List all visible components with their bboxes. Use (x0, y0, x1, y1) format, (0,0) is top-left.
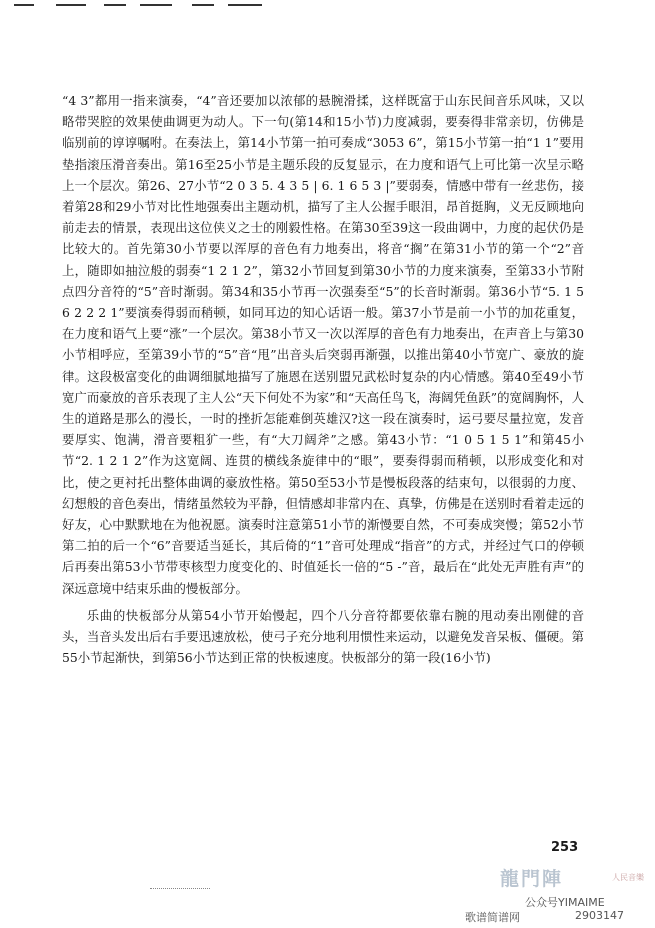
watermark-line-2: 2903147 (575, 909, 624, 922)
body-paragraph-2: 乐曲的快板部分从第54小节开始慢起，四个八分音符都要依靠右腕的甩动奏出刚健的音头，当音头发出后右手要迅速放松，使弓子充分地利用惯性来运动，以避免发音呆板、僵硬。第55小节起渐快，到第56小节达到正常的快板速度。快板部分的第一段(16小节) (62, 607, 584, 666)
page-number: 253 (551, 840, 579, 855)
footer-rule (150, 888, 210, 889)
watermark-line-1: 公众号YIMAIME (525, 896, 605, 909)
watermark-logo: 龍門陣 (500, 868, 564, 890)
watermark-partial-text: 歌谱简谱网 (465, 911, 520, 924)
watermark (465, 862, 655, 928)
page-body (62, 90, 584, 668)
body-paragraph-1: “4 3”都用一指来演奏，“4”音还要加以浓郁的悬腕滑揉，这样既富于山东民间音乐风味，又以略带哭腔的效果使曲调更为动人。下一句(第14和15小节)力度减弱，要奏得非常亲切，仿佛是临别前的谆谆嘱咐。在奏法上，第14小节第一拍可奏成“3053 6”，第15小节第一拍“1 1”要用垫指滚压滑音奏出。第16至25小节是主题乐段的反复显示，在力度和语气上可比第一次呈示略上一个层次。第26、27小节“2 0 3 5. 4 3 5 | 6. 1 6 5 3 |”要弱奏，情感中带有一丝悲伤，接着第28和29小节对比性地强奏出主题动机，描写了主人公握手眼泪，昂首挺胸，义无反顾地向前走去的情景，表现出这位侠义之士的刚毅性格。在第30至39这一段曲调中，力度的起伏仍是比较大的。首先第30小节要以浑厚的音色有力地奏出，将音“搁”在第31小节的第一个“2”音上，随即如抽泣般的弱奏“1 2 1 2”，第32小节回复到第30小节的力度来演奏，至第33小节附点四分音符的“5”音时渐弱。第34和35小节再一次强奏至“5”的长音时渐弱。第36小节“5. 1 5 6 2 2 2 1”要演奏得弱而稍顿，如同耳边的知心话语一般。第37小节是前一小节的加花重复，在力度和语气上要“涨”一个层次。第38小节又一次以浑厚的音色有力地奏出，在声音上与第30小节相呼应，至第39小节的“5”音“甩”出音头后突弱再渐强，以推出第40小节宽广、豪放的旋律。这段极富变化的曲调细腻地描写了施恩在送别盟兄武松时复杂的内心情感。第40至49小节宽广而豪放的音乐表现了主人公“天下何处不为家”和“天高任鸟飞，海阔凭鱼跃”的宽阔胸怀，人生的道路是那么的漫长，一时的挫折怎能难倒英雄汉?这一段在演奏时，运弓要尽量拉宽，发音要厚实、饱满，滑音要粗犷一些，有“大刀阔斧”之感。第43小节：“1 0 5 1 5 1”和第45小节“2. 1 2 1 2”作为这宽阔、连贯的横线条旋律中的“眼”，要奏得弱而稍顿，以形成变化和对比，使之更衬托出整体曲调的豪放性格。第50至53小节是慢板段落的结束句，以很弱的力度、幻想般的音色奏出，情绪虽然较为平静，但情感却非常内在、真挚，仿佛是在送别时看着走远的好友，心中默默地在为他祝愿。演奏时注意第51小节的渐慢要自然，不可奏成突慢；第52小节第二拍的后一个“6”音要适当延长，其后倚的“1”音可处理成“指音”的方式，并经过气口的停顿后再奏出第53小节带枣核型力度变化的、时值延长一倍的“5 -”音，最后在“此处无声胜有声”的深远意境中结束乐曲的慢板部分。 (62, 93, 584, 596)
watermark-logo-subtext: 人民音樂 (612, 873, 644, 882)
top-edge-marks (0, 0, 655, 18)
